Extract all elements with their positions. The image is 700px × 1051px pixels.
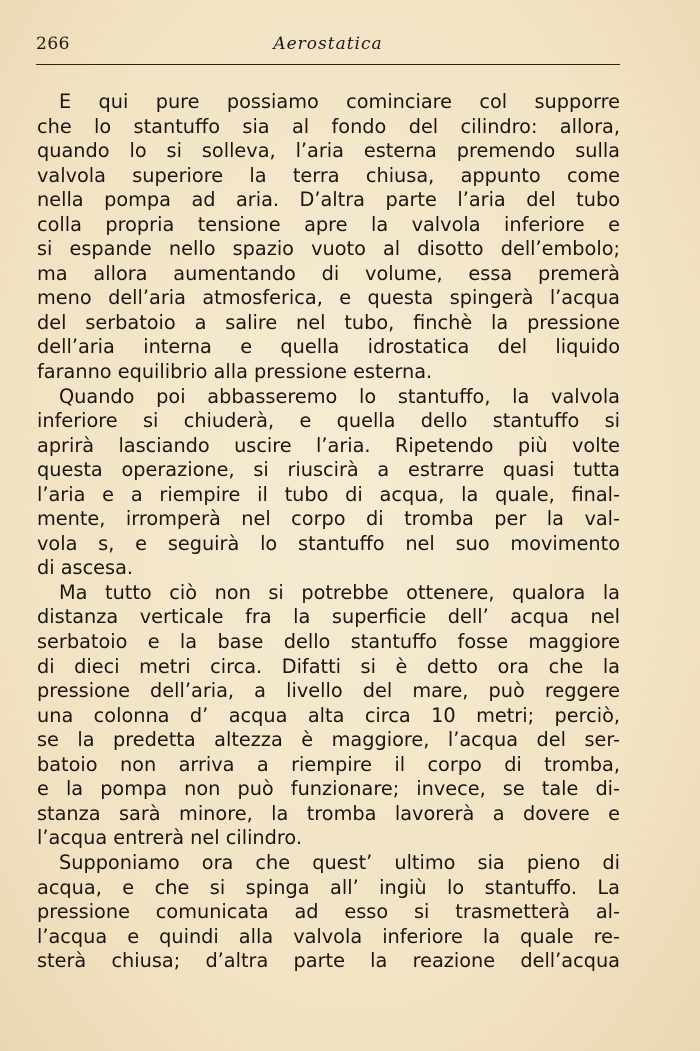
text-line: Quando poi abbasseremo lo stantuffo, la valvola <box>59 384 620 408</box>
text-line: una colonna d’ acqua alta circa 10 metri; perciò, <box>37 703 620 727</box>
text-line: Ma tutto ciò non si potrebbe ottenere, qualora la <box>59 580 620 604</box>
text-line: dell’aria interna e quella idrostatica del liquido <box>37 335 620 359</box>
text-line: si espande nello spazio vuoto al disotto dell’embolo; <box>37 237 620 261</box>
text-line: colla propria tensione apre la valvola inferiore e <box>37 212 620 236</box>
text-line: ma allora aumentando di volume, essa premerà <box>37 261 620 285</box>
page-header <box>36 32 620 58</box>
text-line: nella pompa ad aria. D’altra parte l’aria del tubo <box>37 188 620 212</box>
text-line: valvola superiore la terra chiusa, appunto come <box>37 163 620 187</box>
text-line: batoio non arriva a riempire il corpo di tromba, <box>37 752 620 776</box>
text-line: Supponiamo ora che quest’ ultimo sia pieno di <box>59 850 620 874</box>
text-line: l’acqua entrerà nel cilindro. <box>37 826 302 850</box>
running-title: Aerostatica <box>273 34 383 54</box>
text-line: di dieci metri circa. Difatti si è detto ora che la <box>37 654 620 678</box>
text-line: meno dell’aria atmosferica, e questa spingerà l’acqua <box>37 286 620 310</box>
text-line: del serbatoio a salire nel tubo, finchè la pressione <box>37 310 620 334</box>
text-line: sterà chiusa; d’altra parte la reazione dell’acqua <box>37 949 620 973</box>
text-line: di ascesa. <box>37 556 134 580</box>
text-line: quando lo si solleva, l’aria esterna premendo sulla <box>37 139 620 163</box>
text-line: vola s, e seguirà lo stantuffo nel suo movimento <box>37 531 620 555</box>
text-line: questa operazione, si riuscirà a estrarre quasi tutta <box>37 458 620 482</box>
text-line: E qui pure possiamo cominciare col supporre <box>59 90 620 113</box>
header-rule <box>36 64 620 65</box>
text-line: se la predetta altezza è maggiore, l’acqua del ser- <box>37 728 620 752</box>
text-line: e la pompa non può funzionare; invece, se tale di- <box>37 777 620 801</box>
text-line: inferiore si chiuderà, e quella dello stantuffo si <box>37 409 620 433</box>
text-line: aprirà lasciando uscire l’aria. Ripetendo più volte <box>37 433 620 457</box>
text-line: l’aria e a riempire il tubo di acqua, la quale, final- <box>37 482 620 506</box>
text-line: l’acqua e quindi alla valvola inferiore la quale re- <box>37 924 620 948</box>
text-line: mente, irromperà nel corpo di tromba per la val- <box>37 507 620 531</box>
text-line: pressione dell’aria, a livello del mare, può reggere <box>37 679 620 703</box>
text-line: che lo stantuffo sia al fondo del cilindro: allora, <box>37 114 620 138</box>
text-line: pressione comunicata ad esso si trasmetterà al- <box>37 900 620 924</box>
body-text <box>37 90 620 974</box>
text-line: distanza verticale fra la superficie dell’ acqua nel <box>37 605 620 629</box>
text-line: serbatoio e la base dello stantuffo fosse maggiore <box>37 630 620 654</box>
page-number: 266 <box>36 34 70 54</box>
text-line: faranno equilibrio alla pressione esterna. <box>37 360 433 384</box>
text-line: stanza sarà minore, la tromba lavorerà a dovere e <box>37 801 620 825</box>
text-line: acqua, e che si spinga all’ ingiù lo stantuffo. La <box>37 875 620 899</box>
